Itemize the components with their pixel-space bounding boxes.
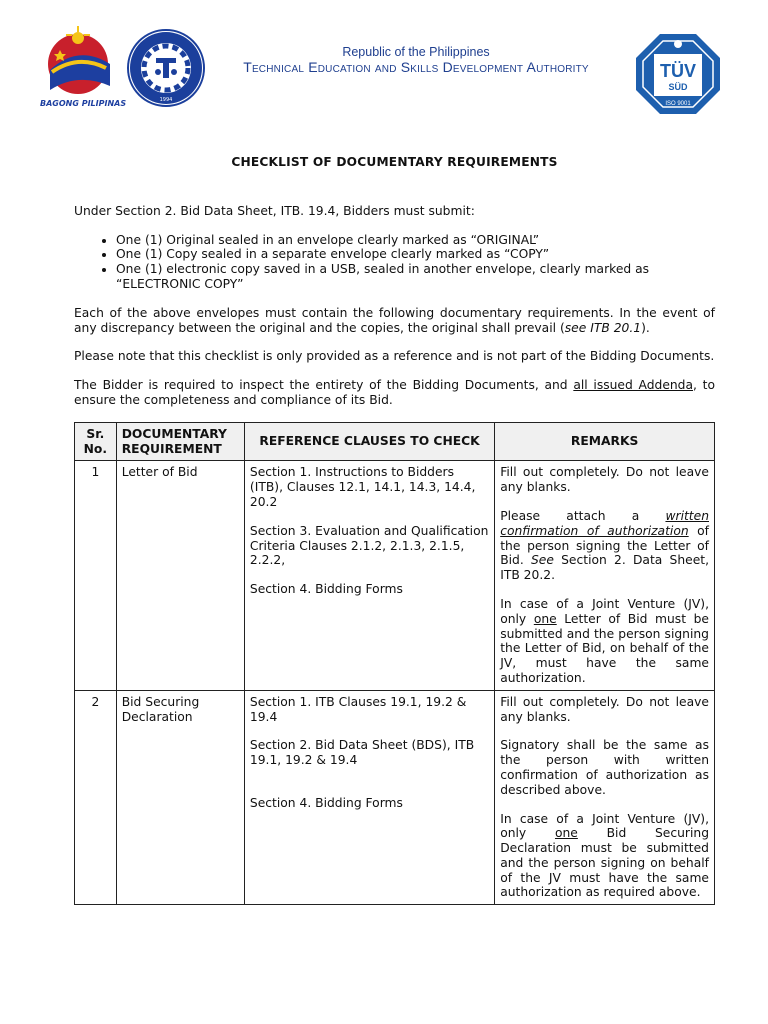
tuv-iso: ISO 9001 bbox=[665, 101, 691, 107]
republic-line: Republic of the Philippines bbox=[342, 45, 490, 59]
list-item: • One (1) Copy sealed in a separate envelope clearly marked as “COPY” bbox=[116, 247, 715, 262]
discrepancy-paragraph bbox=[74, 306, 715, 336]
para1-end: ). bbox=[641, 320, 650, 335]
header-requirement: DOCUMENTARY REQUIREMENT bbox=[116, 422, 244, 461]
tuv-sub: SÜD bbox=[668, 82, 688, 92]
list-item: • One (1) electronic copy saved in a USB, sealed in another envelope, clearly marked as “ELECTRONIC COPY” bbox=[116, 262, 715, 292]
row-requirement: Letter of Bid bbox=[116, 461, 244, 690]
reference-note-paragraph: Please note that this checklist is only provided as a reference and is not part of the Bidding Documents. bbox=[74, 349, 715, 364]
remark-item: In case of a Joint Venture (JV), only one Letter of Bid must be submitted and the person signing the Letter of Bid, on behalf of the JV, must have the same authorization. bbox=[500, 596, 709, 685]
header-sr-no: Sr. No. bbox=[75, 422, 117, 461]
remark-item: Signatory shall be the same as the person with written confirmation of authorization as described above. bbox=[500, 738, 709, 797]
requirements-table bbox=[74, 422, 715, 906]
list-item: • One (1) Original sealed in an envelope clearly marked as “ORIGINAL” bbox=[116, 233, 715, 248]
remark-item: In case of a Joint Venture (JV), only one Bid Securing Declaration must be submitted and the person signing on behalf of the JV must have the same authorization as required above. bbox=[500, 811, 709, 900]
addenda-link: all issued Addenda bbox=[573, 378, 694, 393]
table-row bbox=[75, 690, 715, 905]
row-references bbox=[244, 690, 494, 905]
row-references bbox=[244, 461, 494, 690]
intro-text: Under Section 2. Bid Data Sheet, ITB. 19.4, Bidders must submit: bbox=[74, 203, 475, 218]
row-remarks bbox=[495, 461, 715, 690]
remark-item: Fill out completely. Do not leave any blanks. bbox=[500, 465, 709, 495]
para3-end: , to ensure the completeness and compliance of its Bid. bbox=[74, 378, 715, 407]
agency-name: Technical Education and Skills Development Authority bbox=[243, 59, 589, 75]
itb-reference: see ITB 20.1 bbox=[564, 320, 642, 335]
bp-logo-text: BAGONG PILIPINAS bbox=[40, 99, 127, 108]
header-remarks: REMARKS bbox=[495, 422, 715, 461]
agency-heading bbox=[210, 45, 622, 76]
reference-item: Section 1. ITB Clauses 19.1, 19.2 & 19.4 bbox=[249, 694, 467, 724]
reference-item: Section 4. Bidding Forms bbox=[249, 582, 403, 597]
inspection-paragraph bbox=[74, 378, 715, 408]
row-number: 1 bbox=[75, 461, 117, 690]
reference-item: Section 4. Bidding Forms bbox=[249, 795, 403, 810]
remark-item: Fill out completely. Do not leave any blanks. bbox=[500, 694, 709, 724]
page-title: CHECKLIST OF DOCUMENTARY REQUIREMENTS bbox=[231, 155, 558, 169]
document-body bbox=[74, 155, 715, 905]
row-remarks bbox=[495, 690, 715, 905]
written-confirmation-link: written confirmation of authorization bbox=[500, 508, 709, 538]
reference-item: Section 2. Bid Data Sheet (BDS), ITB 19.1, 19.2 & 19.4 bbox=[249, 738, 475, 768]
letterhead bbox=[0, 0, 768, 130]
bagong-pilipinas-logo bbox=[40, 24, 130, 110]
reference-item: Section 3. Evaluation and Qualification Criteria Clauses 2.1.2, 2.1.3, 2.1.5, 2.2.2, bbox=[249, 523, 489, 568]
reference-item: Section 1. Instructions to Bidders (ITB), Clauses 12.1, 14.1, 14.3, 14.4, 20.2 bbox=[249, 465, 476, 509]
remark-item: Please attach a written confirmation of authorization of the person signing the Letter of Bid. See Section 2. Data Sheet, ITB 20.2. bbox=[500, 508, 709, 583]
table-row bbox=[75, 461, 715, 690]
header-reference: REFERENCE CLAUSES TO CHECK bbox=[244, 422, 494, 461]
para3-text: The Bidder is required to inspect the entirety of the Bidding Documents, and bbox=[74, 378, 574, 393]
tesda-seal-year: 1994 bbox=[159, 97, 173, 103]
table-header-row bbox=[75, 422, 715, 461]
row-requirement: Bid Securing Declaration bbox=[116, 690, 244, 905]
tuv-sud-iso-logo bbox=[634, 32, 722, 116]
tuv-mark: TÜV bbox=[660, 61, 696, 81]
para1-text: Each of the above envelopes must contain the following documentary requirements. In the event of any discrepancy between the original and the copies, the original shall prevail ( bbox=[74, 305, 715, 335]
tesda-seal bbox=[126, 28, 206, 108]
row-number: 2 bbox=[75, 690, 117, 905]
submission-list bbox=[74, 233, 715, 292]
